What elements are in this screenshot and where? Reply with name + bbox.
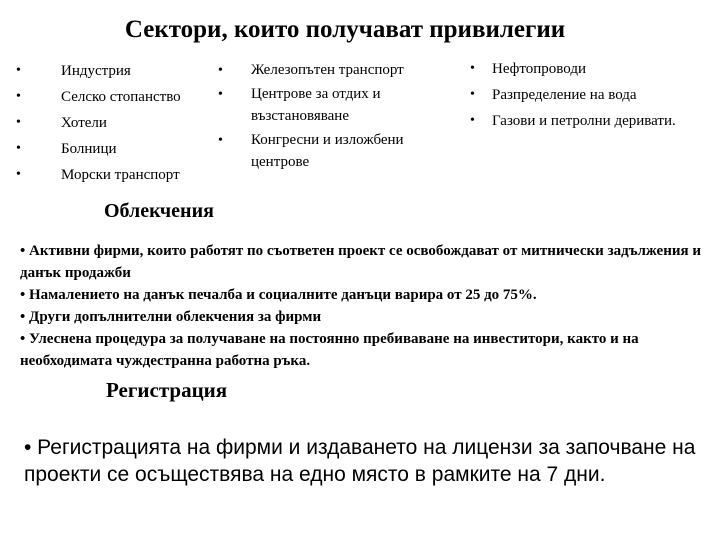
bullet-icon: • [218,63,223,78]
list-item [218,82,448,128]
relief-heading: Облекчения [104,200,214,222]
bullet-icon: • [470,113,475,128]
sector-label: Конгресни и изложбени центрове [251,132,404,170]
relief-paragraph [20,240,710,372]
sector-list-3 [470,56,710,134]
relief-line: • Активни фирми, които работят по съответен проект се освобождават от митнически задължения и данък продажби [20,243,701,281]
bullet-icon: • [470,87,475,102]
list-item [470,56,710,82]
bullet-icon: • [16,141,21,156]
sector-label: Нефтопроводи [492,61,586,77]
bullet-icon: • [16,63,21,78]
relief-line: • Улеснена процедура за получаване на постоянно пребиваване на инвеститори, както и на необходимата чуждестранна работна ръка. [20,331,639,369]
sector-list-2 [218,58,448,174]
list-item [218,128,448,174]
sector-label: Железопътен транспорт [251,62,404,78]
bullet-icon: • [16,167,21,182]
sector-label: Селско стопанство [61,89,181,105]
list-item [16,58,226,84]
sector-label: Болници [61,141,117,157]
bullet-icon: • [218,87,223,102]
bullet-icon: • [470,61,475,76]
registration-heading: Регистрация [106,378,228,402]
bullet-icon: • [16,115,21,130]
list-item [16,84,226,110]
bullet-icon: • [16,89,21,104]
sector-label: Хотели [61,115,107,131]
bullet-icon: • [218,133,223,148]
sector-label: Разпределение на вода [492,87,637,103]
sector-list-1 [16,58,226,188]
sector-label: Морски транспорт [61,167,180,183]
list-item [16,110,226,136]
relief-line: • Други допълнителни облекчения за фирми [20,309,322,325]
list-item [470,108,710,134]
list-item [16,162,226,188]
sector-label: Центрове за отдих и възстановяване [251,86,381,124]
list-item [16,136,226,162]
page-title: Сектори, които получават привилегии [124,16,566,43]
list-item [470,82,710,108]
list-item [218,58,448,82]
relief-line: • Намалението на данък печалба и социалните данъци варира от 25 до 75%. [20,287,537,303]
sector-label: Газови и петролни деривати. [492,113,676,129]
sector-label: Индустрия [61,63,131,79]
registration-text: • Регистрацията на фирми и издаването на лицензи за започване на проекти се осъществява на едно място в рамките на 7 дни. [24,436,696,486]
